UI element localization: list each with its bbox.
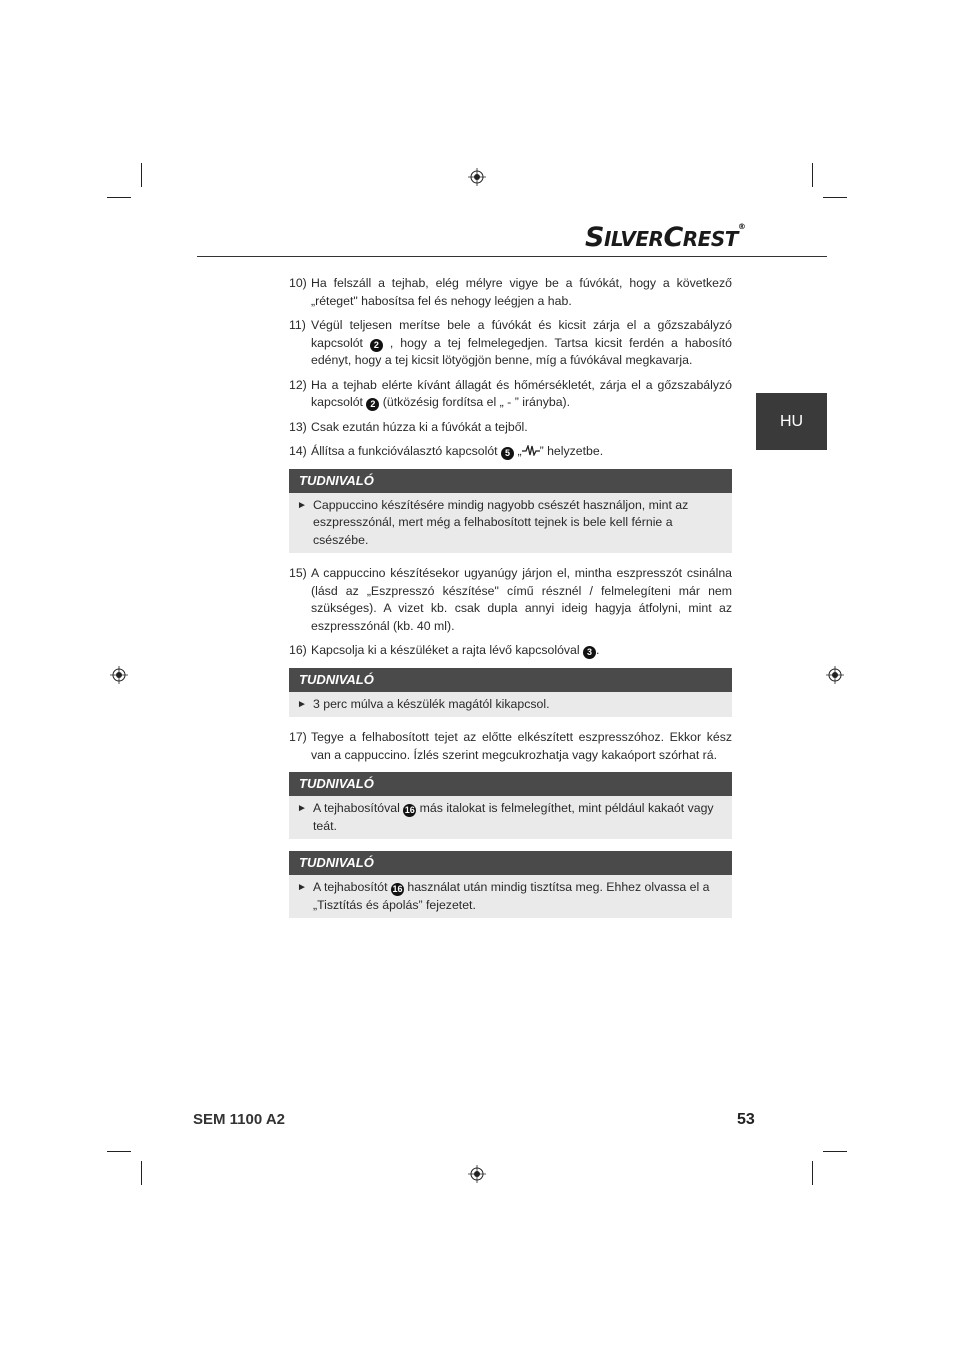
crop-mark (823, 1151, 847, 1152)
note-title: TUDNIVALÓ (289, 851, 732, 875)
crop-mark (823, 197, 847, 198)
bullet-arrow-icon: ► (297, 803, 307, 814)
crop-mark (141, 1161, 142, 1185)
note-title: TUDNIVALÓ (289, 668, 732, 692)
part-number-badge: 3 (583, 646, 596, 659)
step-12: 12) Ha a tejhab elérte kívánt állagát és hőmérsékletét, zárja el a gőzszabályzó kapcsolót 2 (ütközésig fordítsa el „ - ” irányba). (289, 377, 732, 409)
crop-mark (812, 1161, 813, 1185)
part-number-badge: 2 (370, 339, 383, 352)
step-17: 17) Tegye a felhabosított tejet az előtte elkészített eszpresszóhoz. Ekkor kész van a cappuccino. Ízlés szerint megcukrozhatja vagy kakaóport szórhat rá. (289, 730, 732, 762)
note-title: TUDNIVALÓ (289, 772, 732, 796)
crop-mark (141, 163, 142, 187)
silvercrest-logo: SILVERCREST® (585, 222, 746, 253)
step-15: 15) A cappuccino készítésekor ugyanúgy járjon el, mintha eszpresszót csinálna (lásd az „Eszpresszó készítése" című résznél / felmelegíteni már nem szükséges). A vizet kb. csak dupla annyi ideig hagyja átfolyni, mint az eszpresszónál (kb. 40 ml). (289, 566, 732, 633)
note-box: TUDNIVALÓ ► A tejhabosítót 16 használat után mindig tisztítsa meg. Ehhez olvassa el a „Tisztítás és ápolás” fejezetet. (289, 851, 732, 918)
note-box: TUDNIVALÓ ► 3 perc múlva a készülék magától kikapcsol. (289, 668, 732, 718)
bullet-arrow-icon: ► (297, 882, 307, 893)
registration-mark-icon (826, 666, 844, 684)
note-box: TUDNIVALÓ ► A tejhabosítóval 16 más italokat is felmelegíthet, mint például kakaót vagy teát. (289, 772, 732, 839)
language-tab: HU (756, 393, 827, 450)
bullet-arrow-icon: ► (297, 499, 307, 511)
registration-mark-icon (468, 1165, 486, 1183)
step-10: 10) Ha felszáll a tejhab, elég mélyre vigye be a fúvókát, hogy a következő „réteget" habosítsa fel és nehogy leégjen a hab. (289, 276, 732, 308)
registration-mark-icon (110, 666, 128, 684)
steam-symbol-icon (522, 445, 540, 456)
bullet-arrow-icon: ► (297, 698, 307, 710)
crop-mark (107, 1151, 131, 1152)
step-14: 14) Állítsa a funkcióválasztó kapcsolót 5 „ ” helyzetbe. (289, 444, 604, 458)
crop-mark (107, 197, 131, 198)
part-number-badge: 16 (404, 805, 415, 815)
footer-model-number: SEM 1100 A2 (193, 1111, 285, 1128)
part-number-badge: 2 (366, 398, 379, 411)
manual-content (289, 275, 732, 930)
registration-mark-icon (468, 168, 486, 186)
note-title: TUDNIVALÓ (289, 469, 732, 493)
header-rule (197, 256, 827, 257)
page-number: 53 (737, 1111, 755, 1128)
step-13: 13) Csak ezután húzza ki a fúvókát a tejből. (289, 419, 528, 434)
crop-mark (812, 163, 813, 187)
step-16: 16) Kapcsolja ki a készüléket a rajta lévő kapcsolóval 3 . (289, 643, 600, 657)
part-number-badge: 5 (501, 447, 514, 460)
step-11: 11) Végül teljesen merítse bele a fúvókát és kicsit zárja el a gőzszabályzó kapcsolót 2 , hogy a tej felmelegedjen. Tartsa kicsit ferdén a habosító edényt, hogy a tej kicsit lötyögjön benne, míg a fúvókával megkavarja. (289, 318, 733, 367)
note-box: TUDNIVALÓ ► Cappuccino készítésére mindig nagyobb csészét használjon, mint az eszpresszónál, mert még a felhabosított tejnek is bele kell férnie a csészébe. (289, 469, 732, 554)
part-number-badge: 16 (392, 884, 403, 894)
